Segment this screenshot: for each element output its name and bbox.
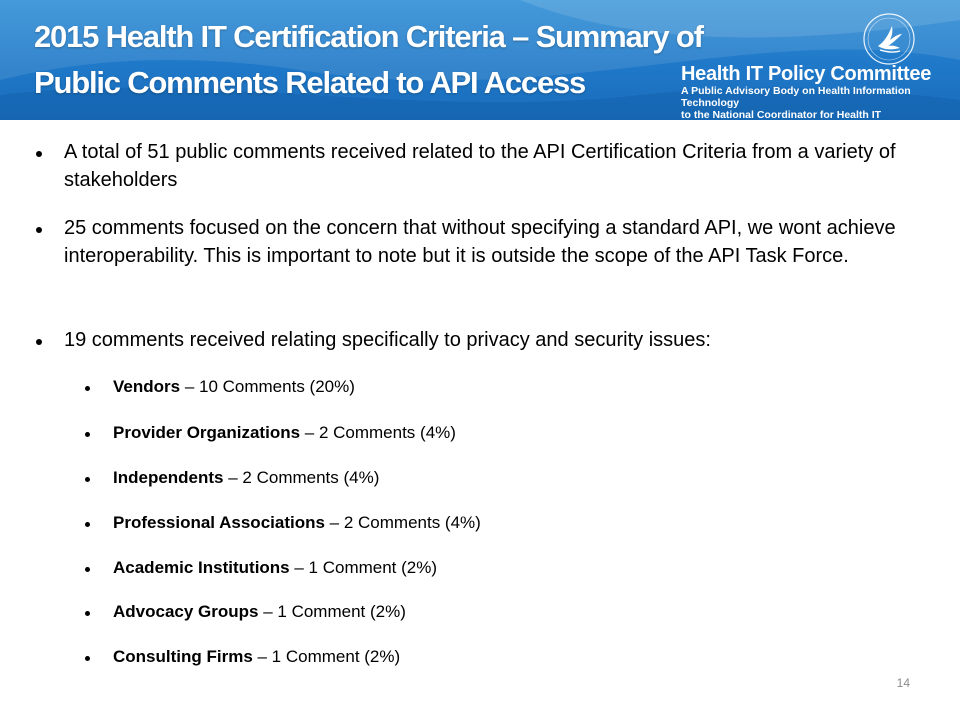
bullet-dot xyxy=(36,339,42,345)
committee-name: Health IT Policy Committee xyxy=(681,63,932,85)
committee-logo-text xyxy=(681,63,951,120)
sub-bullet-label: Professional Associations xyxy=(113,513,325,532)
sub-bullet-label: Advocacy Groups xyxy=(113,602,259,621)
sub-bullet-text xyxy=(113,422,913,444)
sub-bullet-dot xyxy=(85,477,90,482)
sub-bullet-text xyxy=(113,376,913,398)
sub-bullet-detail: – 1 Comment (2%) xyxy=(289,558,438,577)
sub-bullet-label: Academic Institutions xyxy=(113,558,290,577)
sub-bullet-dot xyxy=(85,432,90,437)
bullet-dot xyxy=(36,151,42,157)
committee-subtitle-2: to the National Coordinator for Health IT xyxy=(681,109,882,120)
sub-bullet-label: Consulting Firms xyxy=(113,647,253,666)
slide-header xyxy=(0,0,960,120)
sub-bullet-text xyxy=(113,467,913,489)
sub-bullet-text xyxy=(113,646,913,668)
bullet-text: A total of 51 public comments received related to the API Certification Criteria from a variety of stakeholders xyxy=(64,141,896,191)
slide-title-line-1: 2015 Health IT Certification Criteria – Summary of xyxy=(34,19,703,54)
sub-bullet-label: Provider Organizations xyxy=(113,423,301,442)
sub-bullet-label: Independents xyxy=(113,468,224,487)
sub-bullet-detail: – 2 Comments (4%) xyxy=(223,468,380,487)
bullet-text: 25 comments focused on the concern that without specifying a standard API, we wont achieve interoperability. This is important to note but it is outside the scope of the API Task Force. xyxy=(64,217,896,267)
sub-bullet-text xyxy=(113,512,913,534)
sub-bullet-detail: – 2 Comments (4%) xyxy=(300,423,456,442)
bullet-text: 19 comments received relating specifically to privacy and security issues: xyxy=(64,329,711,351)
sub-bullet-dot xyxy=(85,611,90,616)
sub-bullet-detail: – 10 Comments (20%) xyxy=(180,377,355,396)
sub-bullet-dot xyxy=(85,656,90,661)
sub-bullet-dot xyxy=(85,522,90,527)
slide-title-line-2: Public Comments Related to API Access xyxy=(34,65,586,100)
committee-subtitle-1: A Public Advisory Body on Health Information Technology xyxy=(681,85,911,109)
sub-bullet-detail: – 1 Comment (2%) xyxy=(252,647,401,666)
hhs-eagle-seal-icon xyxy=(862,12,916,66)
slide-title xyxy=(34,14,774,106)
sub-bullet-dot xyxy=(85,386,90,391)
sub-bullet-text xyxy=(113,557,913,579)
sub-bullet-detail: – 2 Comments (4%) xyxy=(324,513,481,532)
sub-bullet-detail: – 1 Comment (2%) xyxy=(258,602,406,621)
sub-bullet-text xyxy=(113,601,913,623)
bullet-dot xyxy=(36,227,42,233)
sub-bullet-label: Vendors xyxy=(113,377,181,396)
page-number: 14 xyxy=(896,676,910,690)
sub-bullet-dot xyxy=(85,567,90,572)
